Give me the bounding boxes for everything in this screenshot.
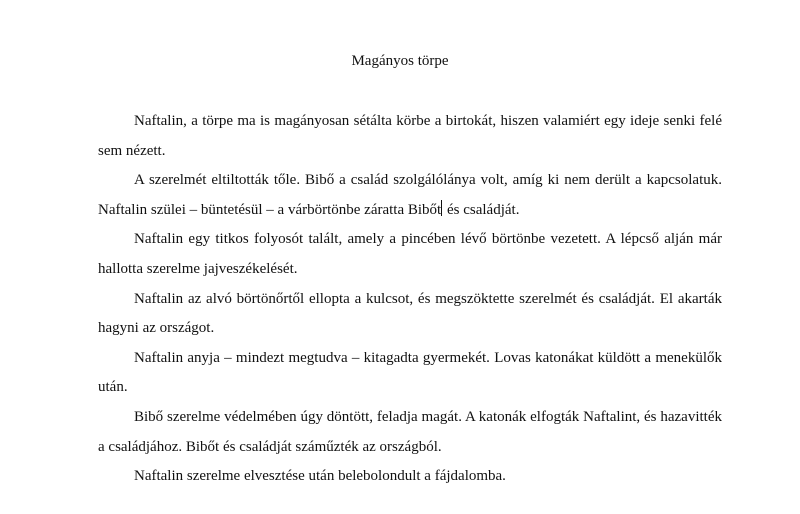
paragraph-2-text-tail: és családját. [443, 201, 520, 218]
paragraph-2-text: A szerelmét eltiltották tőle. Bibő a család szolgálólánya volt, amíg ki nem derült a kapcsolatuk. Naftalin szülei – büntetésül – a várbörtönbe záratta Bibőt [98, 172, 722, 218]
paragraph-5: Naftalin anyja – mindezt megtudva – kitagadta gyermekét. Lovas katonákat küldött a menekülők után. [98, 349, 722, 396]
paragraph-2 [98, 166, 722, 225]
paragraph-3: Naftalin egy titkos folyosót talált, amely a pincében lévő börtönbe vezetett. A lépcső alján már hallotta szerelme jajveszékelését. [98, 231, 722, 277]
document-body[interactable] [98, 107, 722, 492]
paragraph-1: Naftalin, a törpe ma is magányosan sétálta körbe a birtokát, hiszen valamiért egy ideje senki felé sem nézett. [98, 113, 722, 159]
document-title: Magányos törpe [351, 53, 449, 69]
paragraph-4: Naftalin az alvó börtönőrtől ellopta a kulcsot, és megszöktette szerelmét és családját. El akarták hagyni az országot. [98, 290, 722, 337]
paragraph-7: Naftalin szerelme elvesztése után belebolondult a fájdalomba. [134, 468, 506, 485]
paragraph-6: Bibő szerelme védelmében úgy döntött, feladja magát. A katonák elfogták Naftalint, és hazavitték a családjához. Bibőt és családját száműzték az országból. [98, 408, 722, 455]
